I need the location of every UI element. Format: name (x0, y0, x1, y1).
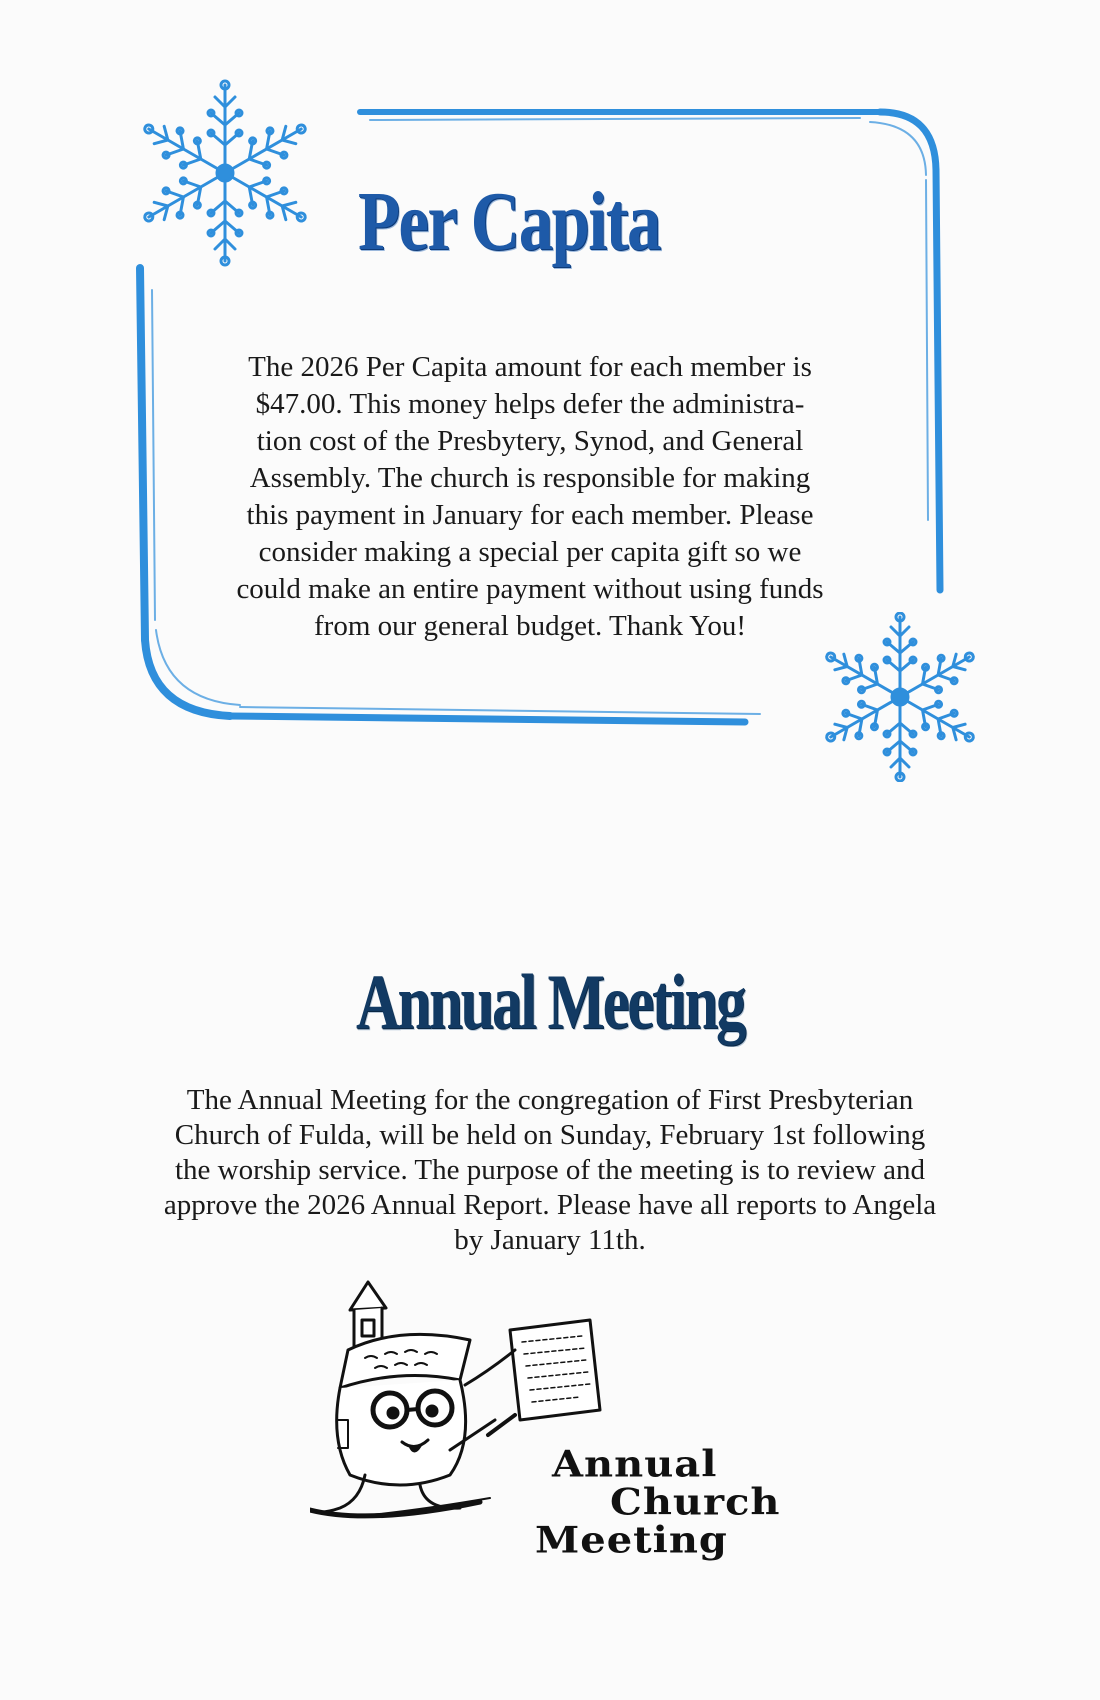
snowflake-icon (100, 78, 350, 268)
annual-meeting-line: the worship service. The purpose of the meeting is to review and (174, 1154, 926, 1186)
annual-meeting-line: The Annual Meeting for the congregation of First Presbyterian (186, 1084, 914, 1116)
annual-meeting-line: by January 11th. (454, 1224, 646, 1256)
per-capita-line: The 2026 Per Capita amount for each member is (248, 351, 812, 383)
per-capita-line: from our general budget. Thank You! (314, 610, 746, 642)
per-capita-line: could make an entire payment without using funds (236, 573, 824, 605)
annual-meeting-title: Annual Meeting (355, 958, 745, 1045)
per-capita-line: Assembly. The church is responsible for making (249, 462, 811, 494)
clipart-word-meeting: Meeting (535, 1519, 728, 1562)
per-capita-line: consider making a special per capita gift so we (258, 536, 802, 568)
per-capita-line: this payment in January for each member. Please (246, 499, 814, 531)
annual-meeting-line: approve the 2026 Annual Report. Please have all reports to Angela (163, 1189, 937, 1221)
annual-meeting-body (60, 1083, 1040, 1258)
annual-meeting-line: Church of Fulda, will be held on Sunday, February 1st following (174, 1119, 926, 1151)
per-capita-line: tion cost of the Presbytery, Synod, and General (256, 425, 804, 457)
clipart-word-annual: Annual (552, 1443, 718, 1486)
per-capita-body (185, 349, 875, 645)
per-capita-title: Per Capita (358, 175, 660, 268)
per-capita-line: $47.00. This money helps defer the administra- (255, 388, 805, 420)
clipart-word-church: Church (610, 1481, 781, 1524)
